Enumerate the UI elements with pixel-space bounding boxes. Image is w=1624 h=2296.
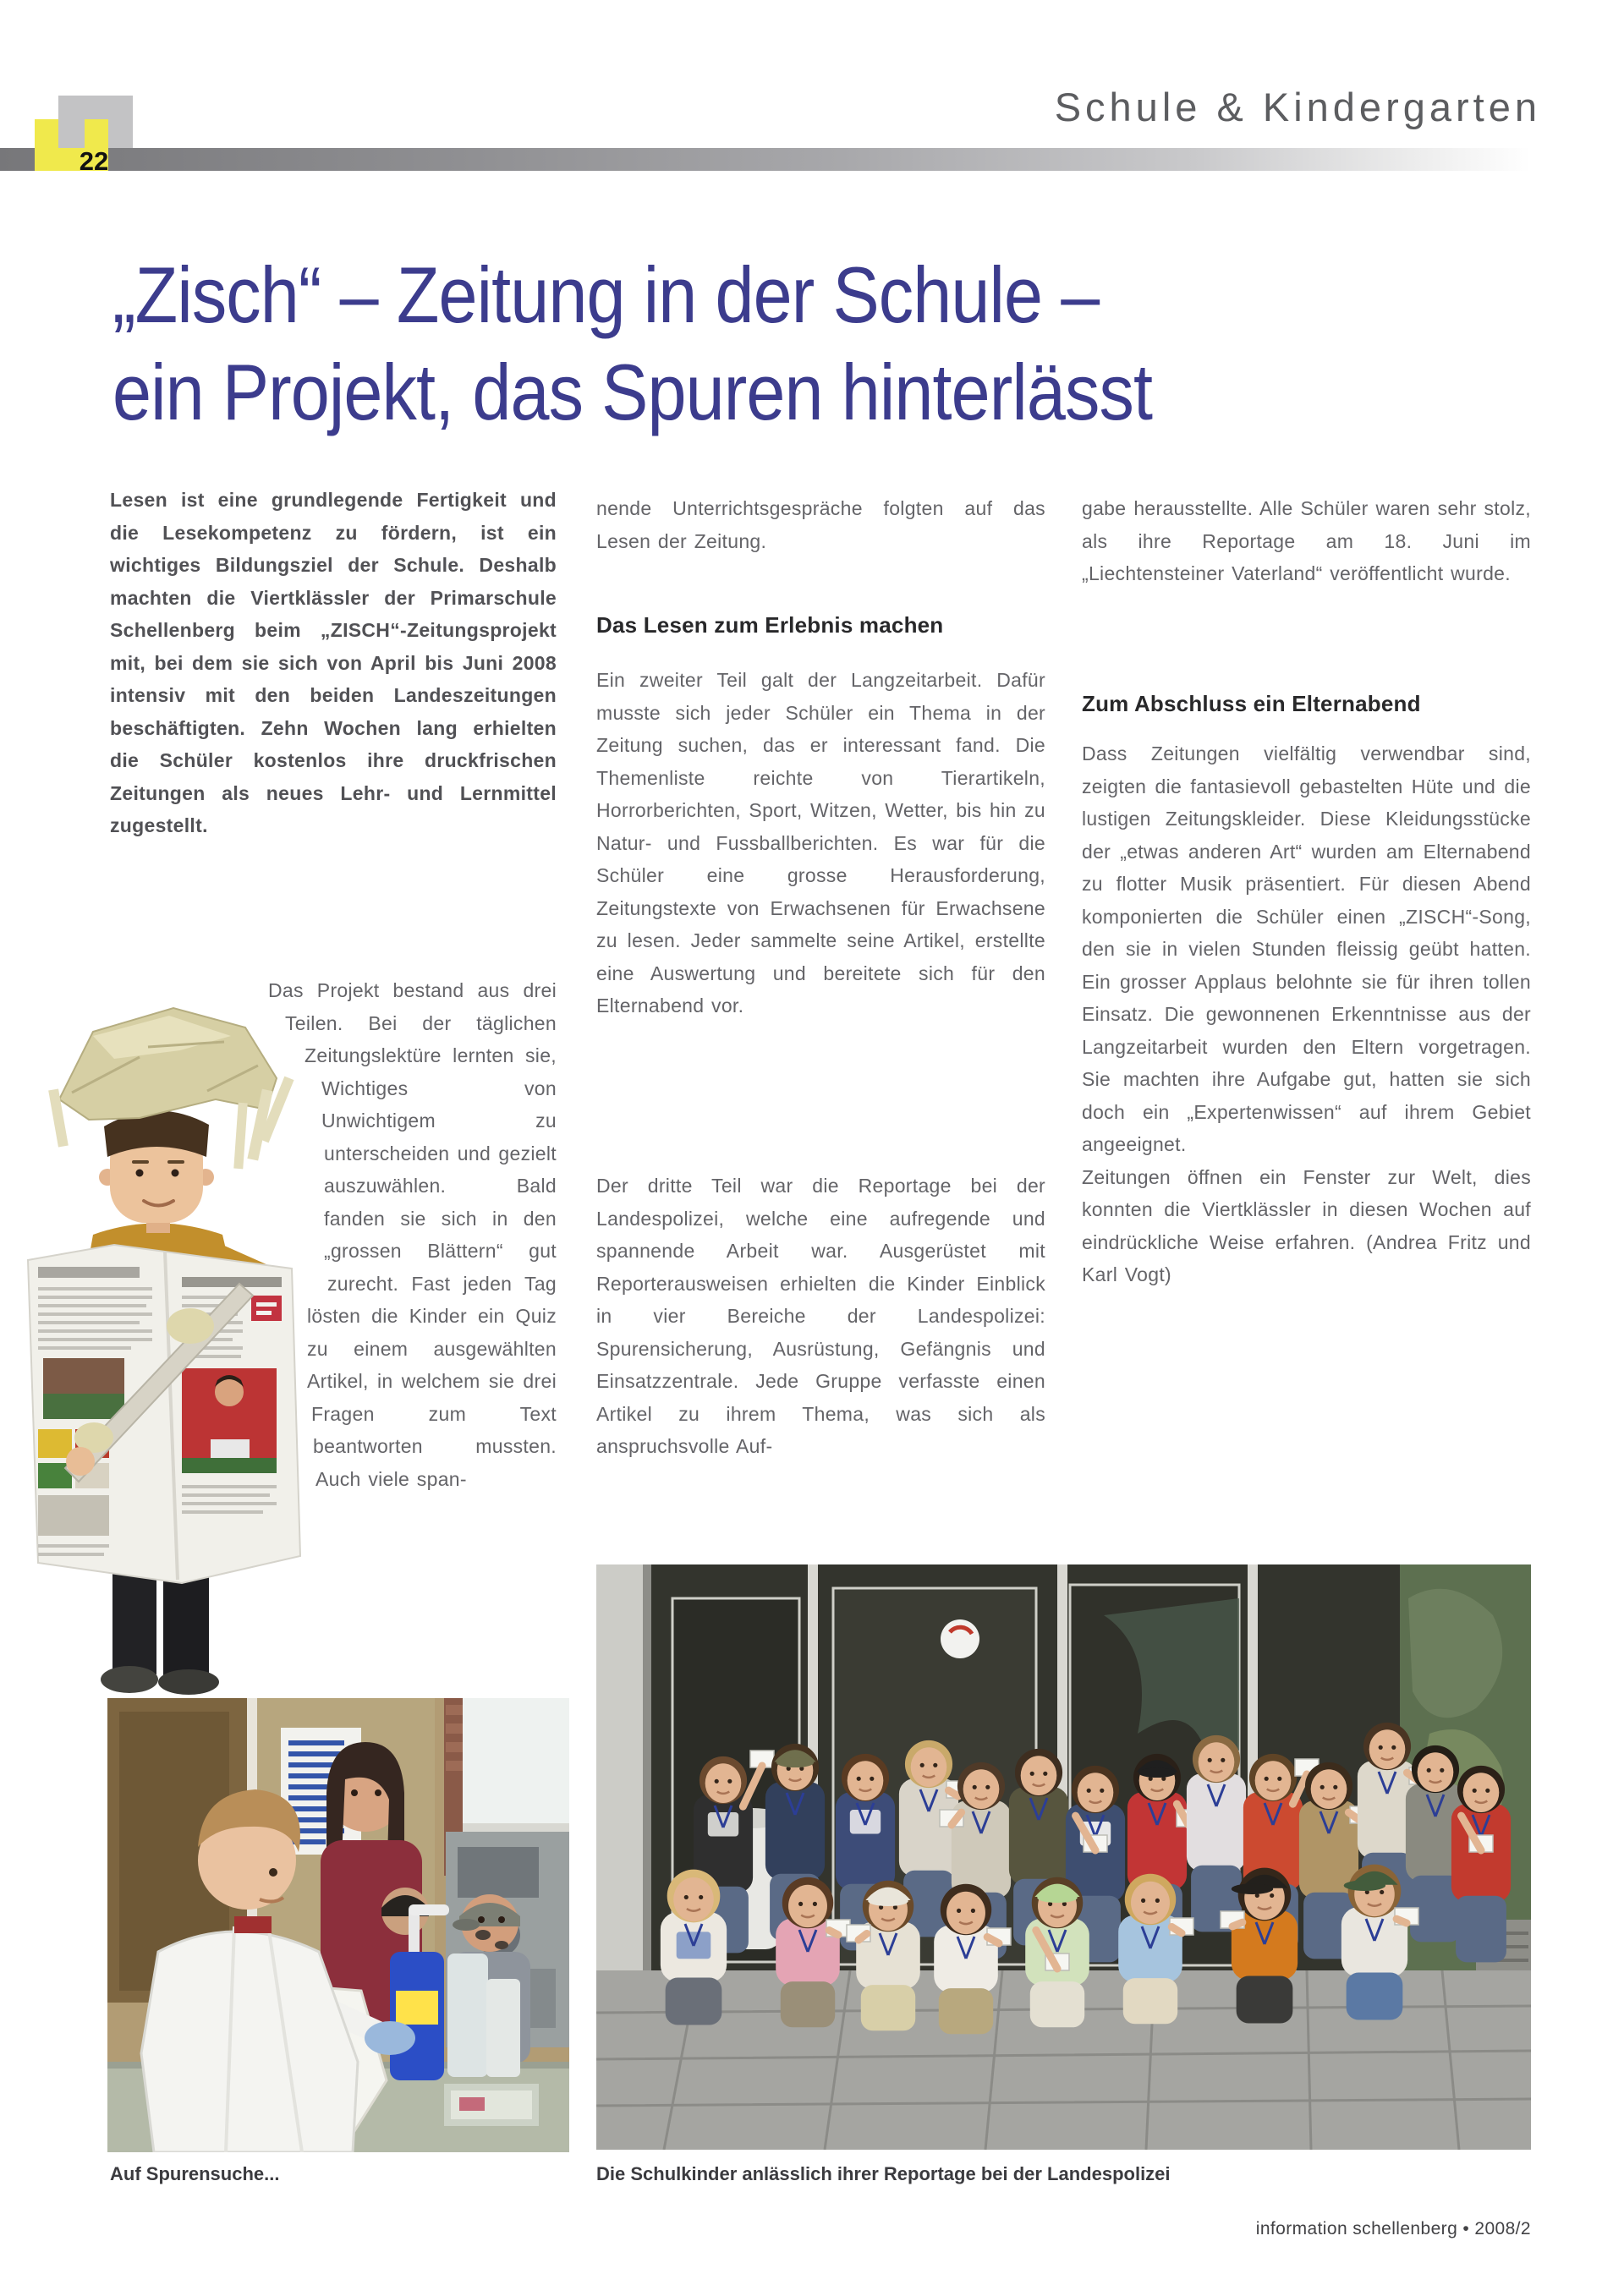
article-title-line2: ein Projekt, das Spuren hinterlässt xyxy=(112,348,1153,436)
page-number: 22 xyxy=(79,146,109,176)
column2-paragraph2: Der dritte Teil war die Reportage bei der Landespolizei, welche eine aufregende und spannende Arbeit war. Ausgerüstet mit Reporterausweisen erhielten die Kinder Einblick in vier Bereiche der Landespolizei: Spurensicherung, Ausrüstung, Gefängnis und Einsatzzentrale. Jede Gruppe verfasste einen Artikel zu ihrem Thema, was sich als anspruchsvolle Auf- xyxy=(596,1175,1045,1457)
column3-paragraph1: Dass Zeitungen vielfältig verwendbar sind, zeigten die fantasievoll gebastelten Hüte und die lustigen Zeitungskleider. Diese Kleidungsstücke der „etwas anderen Art“ wurden am Elternabend zu flotter Musik präsentiert. Für diesen Abend komponierten die Schüler einen „ZISCH“-Song, den sie in vielen Stunden fleissig geübt hatten. Ein grosser Applaus belohnte sie für ihren tollen Einsatz. Die gewonnenen Erkenntnisse aus der Langzeitarbeit wurden den Eltern vorgetragen. Sie machten ihre Aufgabe gut, hatten sie sich doch ein „Expertenwissen“ auf ihrem Gebiet angeeignet. xyxy=(1082,743,1531,1155)
column2-paragraph1: Ein zweiter Teil galt der Langzeitarbeit. Dafür musste sich jeder Schüler ein Thema in der Zeitung suchen, das er interessant fand. Die Themenliste reichte von Tierartikeln, Horrorberichten, Sport, Witzen, Wetter, bis hin zu Natur- und Fussballberichten. Es war für die Schüler eine grosse Herausforderung, Zeitungstexte von Erwachsenen für Erwachsene zu lesen. Jeder sammelte seine Artikel, erstellte eine Auswertung und bereitete sich für den Elternabend vor. xyxy=(596,669,1045,1016)
text-wrap-spacer xyxy=(110,1495,319,1528)
text-wrap-spacer xyxy=(110,1268,327,1301)
forensics-photo xyxy=(107,1698,569,2152)
column3-paragraph2: Zeitungen öffnen ein Fenster zur Welt, dies konnten die Viertklässler in diesen Wochen auf eindrückliche Weise erfahren. (Andrea Fritz und Karl Vogt) xyxy=(1082,1165,1531,1285)
article-title-line1: „Zisch“ – Zeitung in der Schule – xyxy=(112,250,1100,339)
column3-paragraphs xyxy=(1082,737,1531,1291)
page-footer: information schellenberg • 2008/2 xyxy=(1255,2219,1531,2238)
text-wrap-spacer xyxy=(110,1593,268,1626)
subheading-parents-evening: Zum Abschluss ein Elternabend xyxy=(1082,691,1421,716)
group-photo-illustration xyxy=(596,1564,1531,2150)
intro-paragraph: Lesen ist eine grundlegende Fertigkeit und die Lesekompetenz zu fördern, ist ein wichtiges Bildungsziel der Schule. Deshalb machten die Viertklässler der Primarschule Schellenberg beim „ZISCH“-Zeitungsprojekt mit, bei dem sie sich von April bis Juni 2008 intensiv mit den beiden Landeszeitungen beschäftigten. Zehn Wochen lang erhielten die Schüler kostenlos ihre druckfrischen Zeitungen als neues Lehr- und Lernmittel zugestellt. xyxy=(110,489,557,836)
text-wrap-spacer xyxy=(110,1104,321,1137)
caption-left: Auf Spurensuche... xyxy=(110,2163,280,2184)
text-wrap-spacer xyxy=(110,1333,302,1366)
caption-right: Die Schulkinder anlässlich ihrer Reportage bei der Landespolizei xyxy=(596,2163,1171,2184)
schoolchild-figure xyxy=(1451,1766,1511,1962)
text-wrap-spacer xyxy=(110,1300,307,1333)
text-wrap-spacer xyxy=(110,1203,317,1236)
column1-wrapped-paragraph xyxy=(110,974,557,1685)
column2-continuation: nende Unterrichtsgespräche folgten auf das Lesen der Zeitung. xyxy=(596,497,1045,552)
text-wrap-spacer xyxy=(110,1039,304,1072)
schoolchild-figure xyxy=(1025,1877,1089,2028)
text-wrap-spacer xyxy=(110,974,268,1007)
text-wrap-spacer xyxy=(110,1007,285,1040)
text-wrap-spacer xyxy=(110,1365,307,1398)
logo-square-yellow-overlap xyxy=(85,119,108,148)
subheading-reading: Das Lesen zum Erlebnis machen xyxy=(596,612,944,638)
text-wrap-spacer xyxy=(110,1137,315,1170)
text-wrap-spacer xyxy=(110,1072,321,1105)
text-wrap-spacer xyxy=(110,1170,311,1203)
section-title: Schule & Kindergarten xyxy=(1054,85,1541,129)
text-wrap-spacer xyxy=(110,1430,313,1463)
header-gradient-rule xyxy=(0,148,1531,171)
group-photo xyxy=(596,1564,1531,2150)
text-wrap-spacer xyxy=(110,1560,258,1593)
forensics-photo-illustration xyxy=(107,1698,569,2152)
schoolchild-figure xyxy=(1187,1735,1246,1932)
text-wrap-spacer xyxy=(110,1463,315,1496)
text-wrap-spacer xyxy=(110,1398,311,1431)
text-wrap-spacer xyxy=(110,1235,324,1268)
wrapped-paragraph-text: Das Projekt bestand aus drei Teilen. Bei der täglichen Zeitungslektüre lernten sie, Wichtiges von Unwichtigem zu unterscheiden und gezielt auszuwählen. Bald fanden sie sich in den „grossen Blättern“ gut zurecht. Fast jeden Tag lösten die Kinder ein Quiz zu einem ausgewählten Artikel, in welchem sie drei Fragen zum Text beantworten mussten. Auch viele span- xyxy=(268,979,557,1490)
column3-continuation: gabe herausstellte. Alle Schüler waren sehr stolz, als ihre Reportage am 18. Juni im „Liechtensteiner Vaterland“ veröffentlicht wurde. xyxy=(1082,497,1531,584)
schoolchild-figure xyxy=(661,1870,727,2025)
text-wrap-spacer xyxy=(110,1528,320,1561)
